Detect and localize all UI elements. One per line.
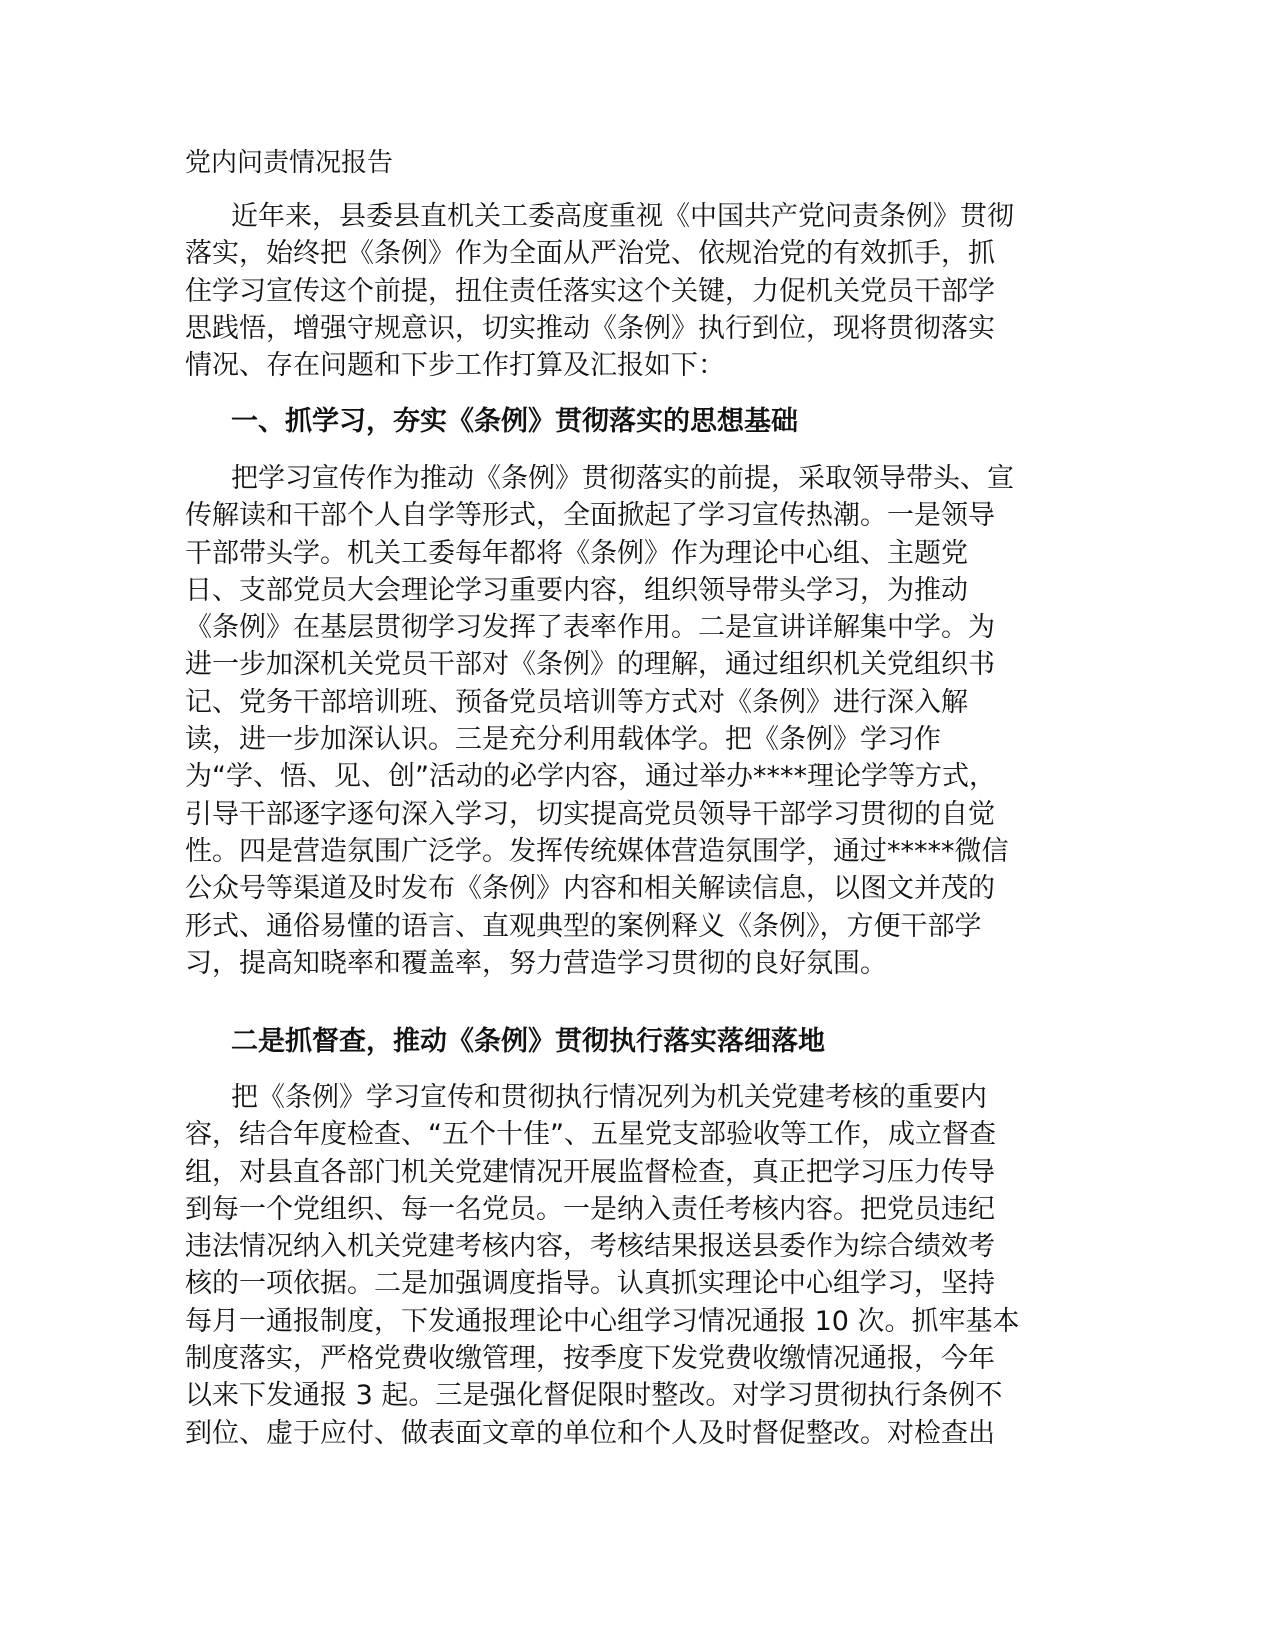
text-line: 干部带头学。机关工委每年都将《条例》作为理论中心组、主题党 [185,537,968,569]
text-line: 读，进一步加深认识。三是充分利用载体学。把《条例》学习作 [185,724,941,756]
text-line: 近年来，县委县直机关工委高度重视《中国共产党问责条例》贯彻 [231,201,1014,232]
text-line: 容，结合年度检查、“五个十佳”、五星党支部验收等工作，成立督查 [185,1119,996,1151]
text-line: 情况、存在问题和下步工作打算及汇报如下： [185,350,725,382]
text-line: 为“学、悟、见、创”活动的必学内容，通过举办****理论学等方式， [185,761,996,793]
text-line: 违法情况纳入机关党建考核内容，考核结果报送县委作为综合绩效考 [185,1231,995,1263]
intro-paragraph [185,198,1085,384]
text-line: 每月一通报制度，下发通报理论中心组学习情况通报 10 次。抓牢基本 [185,1305,1020,1337]
section-2-paragraph [185,1079,1085,1452]
section-1-paragraph [185,460,1085,982]
text-line: 日、支部党员大会理论学习重要内容，组织领导带头学习，为推动 [185,574,968,606]
text-line: 住学习宣传这个前提，扭住责任落实这个关键，力促机关党员干部学 [185,275,995,307]
text-line: 思践悟，增强守规意识，切实推动《条例》执行到位，现将贯彻落实 [185,312,995,344]
text-line: 以来下发通报 3 起。三是强化督促限时整改。对学习贯彻执行条例不 [185,1380,1003,1412]
text-line: 到每一个党组织、每一名党员。一是纳入责任考核内容。把党员违纪 [185,1193,995,1225]
text-line: 性。四是营造氛围广泛学。发挥传统媒体营造氛围学，通过*****微信 [185,835,1009,867]
text-line: 习，提高知晓率和覆盖率，努力营造学习贯彻的良好氛围。 [185,947,887,979]
text-line: 引导干部逐字逐句深入学习，切实提高党员领导干部学习贯彻的自觉 [185,798,995,830]
text-line: 到位、虚于应付、做表面文章的单位和个人及时督促整改。对检查出 [185,1417,995,1449]
text-line: 制度落实，严格党费收缴管理，按季度下发党费收缴情况通报，今年 [185,1343,995,1375]
text-line: 核的一项依据。二是加强调度指导。认真抓实理论中心组学习，坚持 [185,1268,995,1300]
section-heading-2: 二是抓督查，推动《条例》贯彻执行落实落细落地 [231,1026,825,1057]
text-line: 把学习宣传作为推动《条例》贯彻落实的前提，采取领导带头、宣 [231,463,1014,494]
text-line: 传解读和干部个人自学等形式，全面掀起了学习宣传热潮。一是领导 [185,500,995,532]
text-line: 公众号等渠道及时发布《条例》内容和相关解读信息，以图文并茂的 [185,873,995,905]
document-title: 党内问责情况报告 [185,148,394,178]
text-line: 记、党务干部培训班、预备党员培训等方式对《条例》进行深入解 [185,686,968,718]
text-line: 落实，始终把《条例》作为全面从严治党、依规治党的有效抓手，抓 [185,238,995,270]
text-line: 进一步加深机关党员干部对《条例》的理解，通过组织机关党组织书 [185,649,995,681]
text-line: 形式、通俗易懂的语言、直观典型的案例释义《条例》，方便干部学 [185,910,982,942]
text-line: 组，对县直各部门机关党建情况开展监督检查，真正把学习压力传导 [185,1156,995,1188]
text-line: 把《条例》学习宣传和贯彻执行情况列为机关党建考核的重要内 [231,1082,987,1113]
section-heading-1: 一、抓学习，夯实《条例》贯彻落实的思想基础 [231,406,798,437]
text-line: 《条例》在基层贯彻学习发挥了表率作用。二是宣讲详解集中学。为 [185,612,995,644]
